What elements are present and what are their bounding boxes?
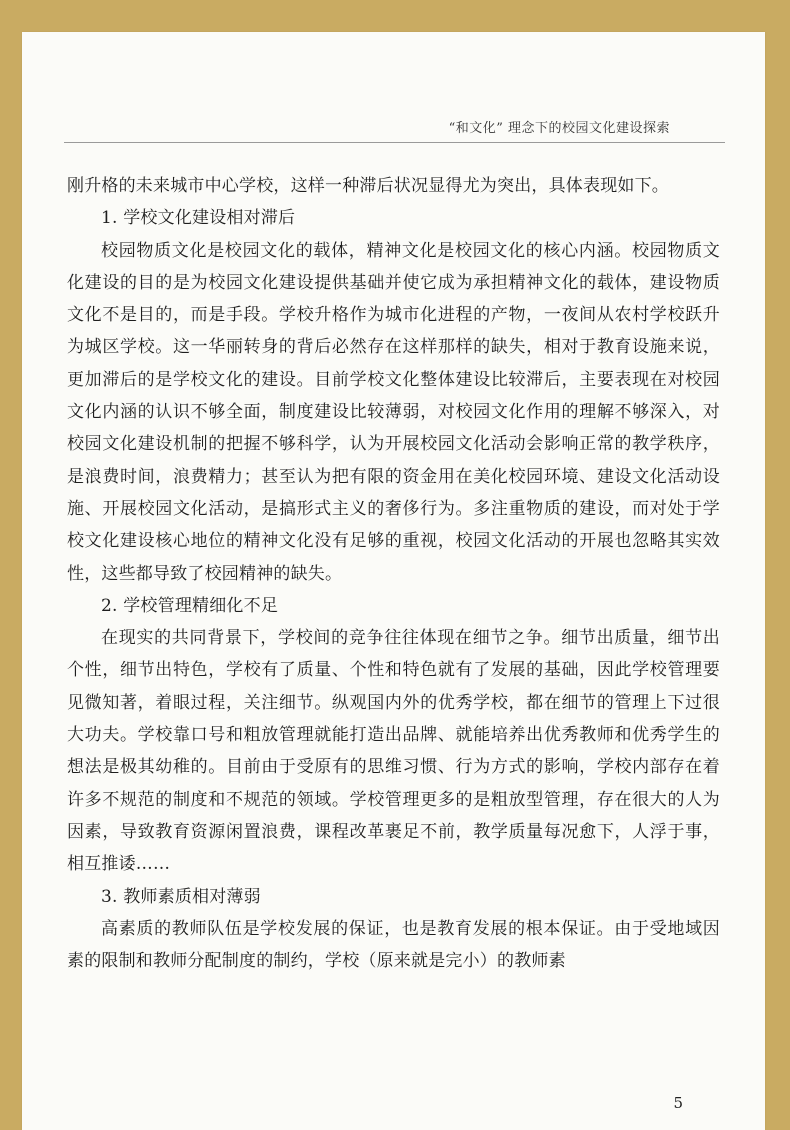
- running-header: “和文化” 理念下的校园文化建设探索: [448, 121, 670, 136]
- section-heading-1: 1. 学校文化建设相对滞后: [101, 208, 296, 229]
- header-rule: [64, 142, 725, 143]
- section-paragraph-2: 在现实的共同背景下，学校间的竞争往往体现在细节之争。细节出质量，细节出个性，细节出特色，学校有了质量、个性和特色就有了发展的基础，因此学校管理要见微知著，着眼过程，关注细节。纵观国内外的优秀学校，都在细节的管理上下过很大功夫。学校靠口号和粗放管理就能打造出品牌、就能培养出优秀教师和优秀学生的想法是极其幼稚的。目前由于受原有的思维习惯、行为方式的影响，学校内部存在着许多不规范的制度和不规范的领域。学校管理更多的是粗放型管理，存在很大的人为因素，导致教育资源闲置浪费，课程改革裹足不前，教学质量每况愈下，人浮于事，相互推诿……: [67, 628, 720, 875]
- page-number: 5: [673, 1094, 683, 1112]
- section-paragraph-3: 高素质的教师队伍是学校发展的保证，也是教育发展的根本保证。由于受地域因素的限制和教师分配制度的制约，学校（原来就是完小）的教师素: [67, 918, 720, 972]
- section-paragraph-1: 校园物质文化是校园文化的载体，精神文化是校园文化的核心内涵。校园物质文化建设的目的是为校园文化建设提供基础并使它成为承担精神文化的载体，建设物质文化不是目的，而是手段。学校升格作为城市化进程的产物，一夜间从农村学校跃升为城区学校。这一华丽转身的背后必然存在这样那样的缺失，相对于教育设施来说，更加滞后的是学校文化的建设。目前学校文化整体建设比较滞后，主要表现在对校园文化内涵的认识不够全面，制度建设比较薄弱，对校园文化作用的理解不够深入，对校园文化建设机制的把握不够科学，认为开展校园文化活动会影响正常的教学秩序，是浪费时间，浪费精力；甚至认为把有限的资金用在美化校园环境、建设文化活动设施、开展校园文化活动，是搞形式主义的奢侈行为。多注重物质的建设，而对处于学校文化建设核心地位的精神文化没有足够的重视，校园文化活动的开展也忽略其实效性，这些都导致了校园精神的缺失。: [67, 240, 720, 584]
- body-text: [67, 170, 720, 977]
- section-heading-3: 3. 教师素质相对薄弱: [101, 886, 261, 907]
- opening-paragraph: 刚升格的未来城市中心学校，这样一种滞后状况显得尤为突出，具体表现如下。: [67, 176, 669, 196]
- book-page: [22, 32, 765, 1130]
- section-heading-2: 2. 学校管理精细化不足: [101, 595, 279, 616]
